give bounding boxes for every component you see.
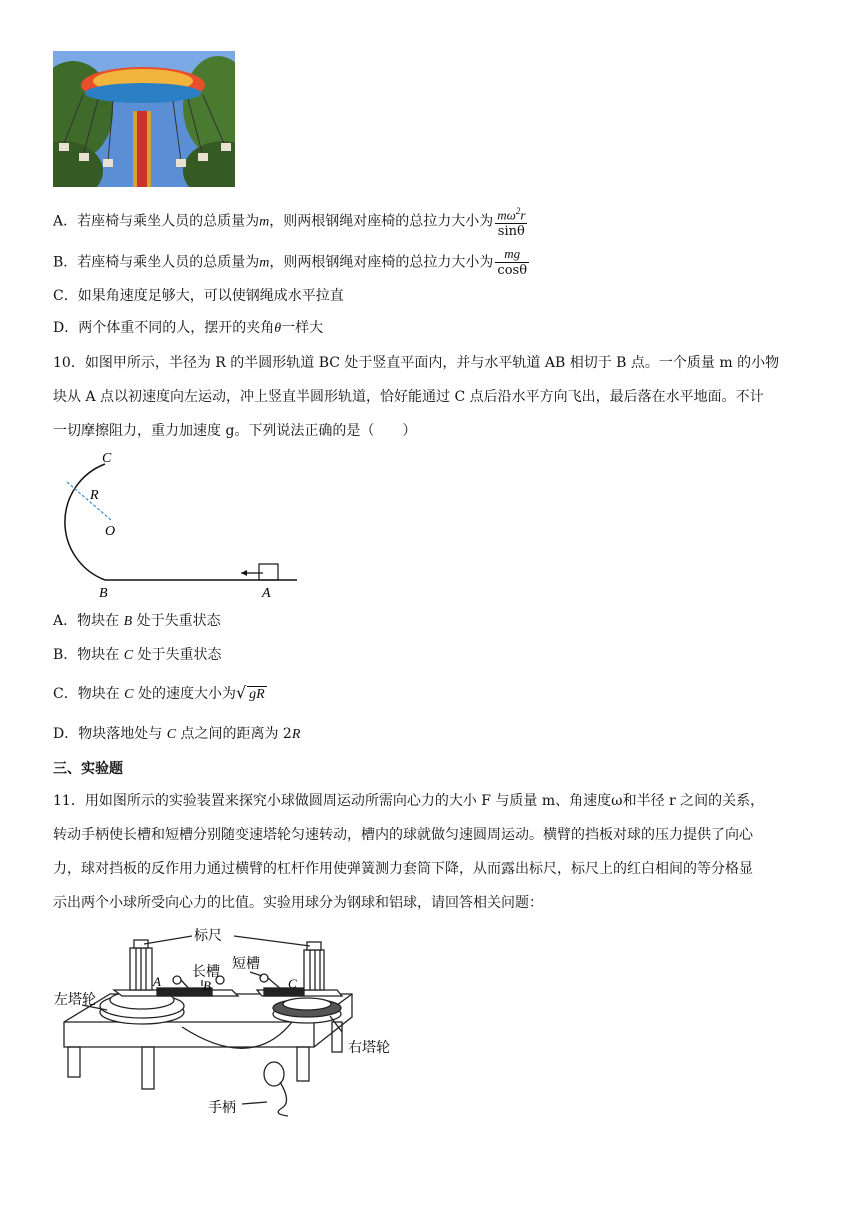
q10-stem-line-3: 一切摩擦阻力，重力加速度 g。下列说法正确的是（ ） [53, 423, 417, 439]
q10-stem-line-1: 10．如图甲所示，半径为 R 的半圆形轨道 BC 处于竖直平面内，并与水平轨道 AB 相切于 B 点。一个质量 m 的小物 [53, 355, 780, 371]
label-short-slot: 短槽 [232, 956, 260, 972]
short-slot-dark [264, 988, 304, 996]
var-point: C [123, 648, 134, 663]
label-b: B [203, 978, 211, 993]
option-text: 若座椅与乘坐人员的总质量为 [77, 213, 260, 230]
q9-option-c [53, 286, 344, 306]
option-text: 处的速度大小为 [137, 686, 236, 702]
handle-wheel [264, 1062, 284, 1086]
swing-ride-image [53, 51, 235, 187]
q9-option-d [53, 318, 323, 339]
q11-stem-line-1: 11．用如图所示的实验装置来探究小球做圆周运动所需向心力的大小 F 与质量 m、角速度ω和半径 r 之间的关系， [53, 793, 765, 809]
option-text: 两个体重不同的人，摆开的夹角 [78, 320, 275, 336]
label-right-tower-wheel: 右塔轮 [348, 1040, 390, 1056]
leg [142, 1047, 154, 1089]
label-r: R [90, 488, 99, 503]
q11-stem-line-3: 力，球对挡板的反作用力通过横臂的杠杆作用使弹簧测力套筒下降，从而露出标尺，标尺上的红白相间的等分格显 [53, 861, 753, 877]
option-text: 点之间的距离为 2 [180, 726, 292, 742]
var-theta: θ [274, 321, 282, 336]
radius-line [67, 482, 111, 520]
section-title: 三、实验题 [53, 761, 123, 777]
fraction [495, 246, 529, 279]
option-label: D． [53, 320, 79, 336]
var-point: B [123, 614, 133, 629]
leader-line [242, 1102, 267, 1104]
label-c: C [102, 451, 112, 466]
ball-a [173, 976, 181, 984]
var-point: C [166, 727, 177, 742]
leader-line [144, 936, 192, 944]
q10-option-d [53, 724, 300, 745]
label-c: C [288, 976, 297, 991]
q10-option-c [53, 683, 267, 705]
option-text: 一样大 [281, 320, 324, 336]
right-column [304, 950, 324, 990]
q10-option-b [53, 645, 222, 666]
leg [297, 1047, 309, 1081]
block [259, 564, 278, 580]
sqrt-radicand: gR [249, 687, 265, 702]
frac-denominator: cosθ [497, 263, 528, 278]
option-text: 如果角速度足够大，可以使钢绳成水平拉直 [77, 288, 344, 304]
option-label: B． [53, 254, 78, 271]
fraction [495, 203, 527, 240]
semicircle-track [65, 464, 105, 580]
q11-stem-line-4: 示出两个小球所受向心力的比值。实验用球分为钢球和铝球，请回答相关问题： [53, 895, 543, 911]
option-label: C． [53, 686, 78, 702]
frac-denominator: sinθ [497, 224, 525, 240]
option-text: ，则两根钢绳对座椅的总拉力大小为 [269, 213, 494, 230]
option-text: 处于失重状态 [136, 613, 221, 629]
label-o: O [105, 524, 116, 539]
option-label: A． [53, 213, 78, 230]
handle-crank [278, 1082, 288, 1116]
label-a: A [153, 974, 161, 989]
option-text: 若座椅与乘坐人员的总质量为 [77, 254, 260, 271]
q11-stem-line-2: 转动手柄使长槽和短槽分别随变速塔轮匀速转动，槽内的球就做匀速圆周运动。横臂的挡板对球的压力提供了向心 [53, 827, 753, 843]
leg [68, 1047, 80, 1077]
label-left-tower-wheel: 左塔轮 [54, 992, 96, 1008]
option-label: A． [53, 613, 78, 629]
var-m: m [259, 214, 270, 230]
centripetal-apparatus-diagram [52, 922, 412, 1122]
option-label: D． [53, 726, 79, 742]
label-handle: 手柄 [208, 1100, 236, 1116]
frac-numerator: $m\omega^2r$ [495, 203, 527, 224]
frac-numerator: mg [495, 246, 529, 263]
q9-option-b [53, 246, 531, 279]
var-point: C [124, 687, 134, 702]
leader-line [250, 972, 262, 976]
option-text: 处于失重状态 [137, 647, 222, 663]
label-a: A [262, 586, 271, 600]
sqrt-sign: √ [235, 683, 247, 702]
var-r: R [291, 727, 301, 742]
label-ruler: 标尺 [194, 928, 222, 944]
q10-track-diagram [45, 446, 305, 600]
option-text: 物块落地处与 [78, 726, 163, 742]
option-label: B． [53, 647, 78, 663]
label-b: B [99, 586, 108, 600]
option-text: 物块在 [77, 686, 120, 702]
q10-option-a [53, 611, 221, 632]
option-text: 物块在 [77, 647, 120, 663]
label-long-slot: 长槽 [192, 964, 220, 980]
ride-photo [53, 51, 235, 187]
option-text: ，则两根钢绳对座椅的总拉力大小为 [269, 254, 494, 271]
option-text: 物块在 [77, 613, 120, 629]
option-label: C． [53, 288, 78, 304]
arrow-head [241, 570, 247, 576]
var-m: m [259, 255, 270, 271]
q10-stem-line-2: 块从 A 点以初速度向左运动，冲上竖直半圆形轨道，恰好能通过 C 点后沿水平方向飞出，最后落在水平地面。不计 [53, 389, 764, 405]
q9-option-a [53, 203, 529, 240]
leader-line [234, 936, 310, 946]
